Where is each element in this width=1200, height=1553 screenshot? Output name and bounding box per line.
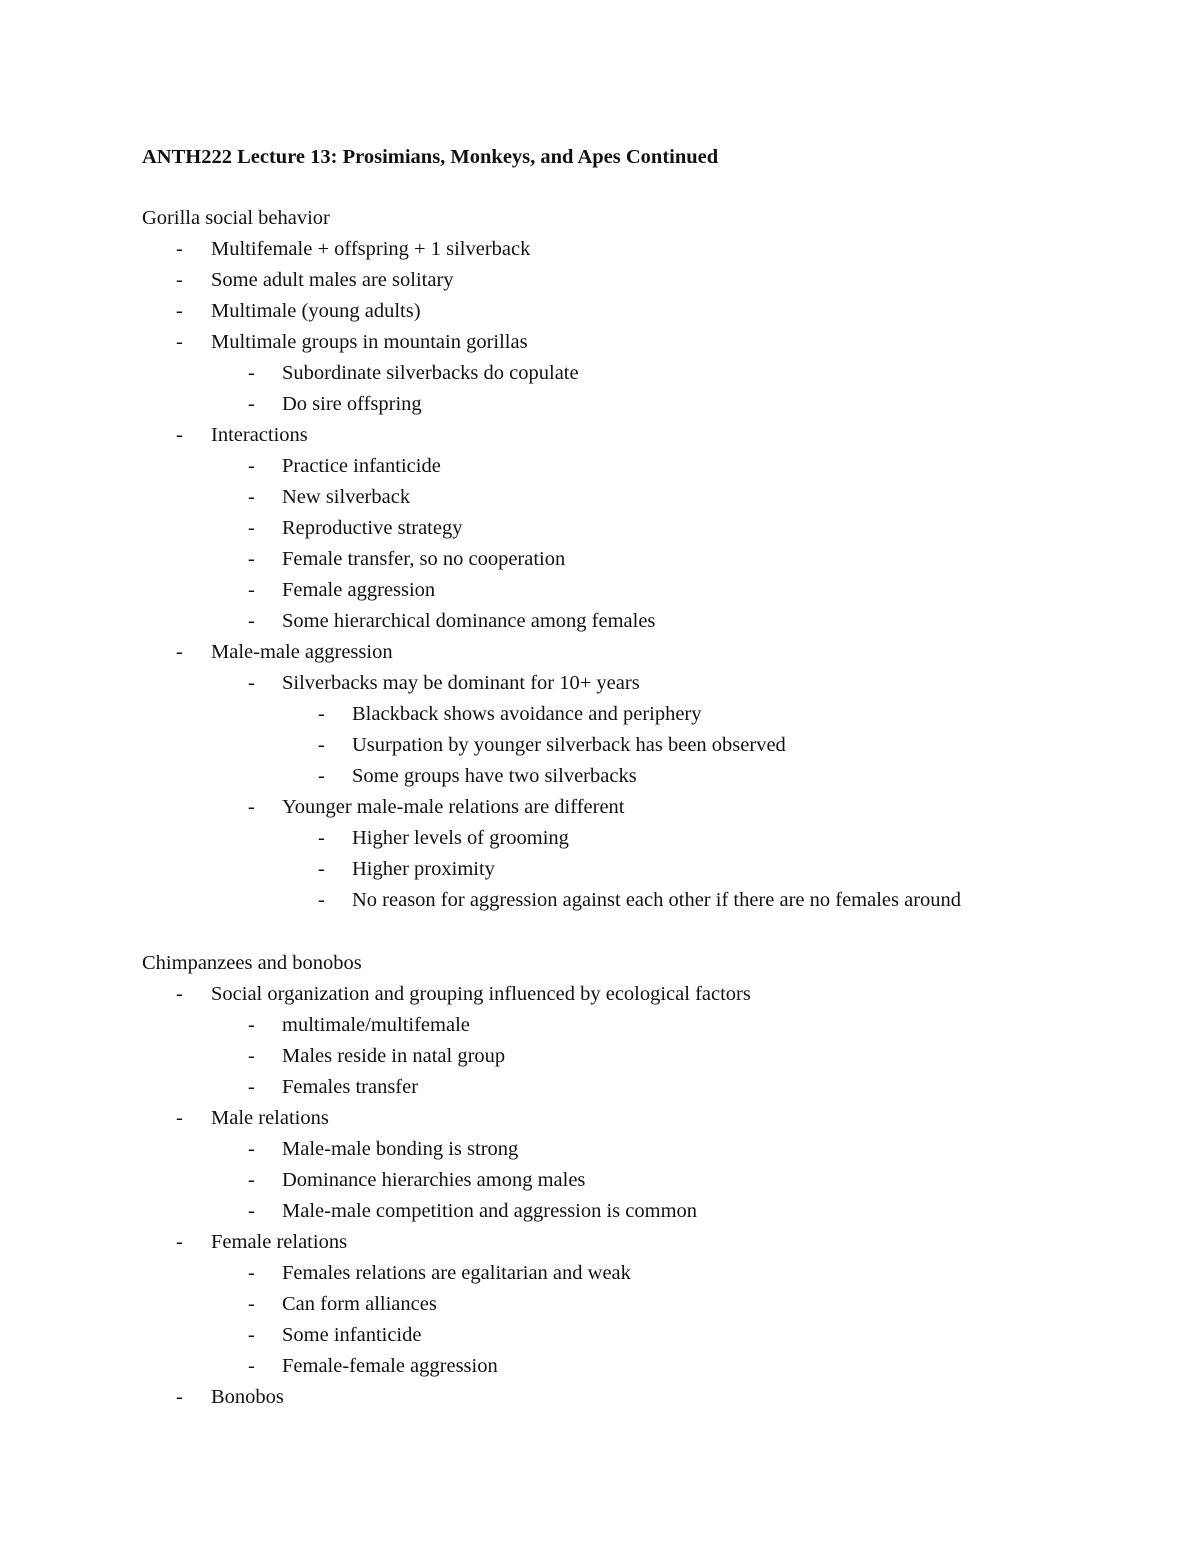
bullet-dash: - [176,424,183,446]
document-title: ANTH222 Lecture 13: Prosimians, Monkeys, and Apes Continued [142,146,719,168]
bullet-dash: - [248,1045,255,1067]
bullet-dash: - [176,300,183,322]
bullet-dash: - [248,1355,255,1377]
list-item-text: Reproductive strategy [282,517,463,539]
list-item-text: Multimale groups in mountain gorillas [211,331,528,353]
bullet-dash: - [176,1231,183,1253]
bullet-dash: - [248,455,255,477]
list-item-text: Social organization and grouping influenced by ecological factors [211,983,751,1005]
list-item-text: Males reside in natal group [282,1045,506,1067]
bullet-dash: - [248,548,255,570]
bullet-dash: - [176,238,183,260]
list-item-text: Interactions [211,424,308,446]
bullet-dash: - [176,641,183,663]
list-item-text: Male relations [211,1107,329,1129]
list-item-text: Females transfer [282,1076,419,1098]
list-item-text: Some infanticide [282,1324,422,1346]
bullet-dash: - [318,827,325,849]
list-item-text: Females relations are egalitarian and weak [282,1262,631,1284]
list-item-text: Some groups have two silverbacks [352,765,637,787]
list-item-text: Do sire offspring [282,393,422,415]
bullet-dash: - [248,1169,255,1191]
list-item-text: Multifemale + offspring + 1 silverback [211,238,531,260]
list-item-text: multimale/multifemale [282,1014,470,1036]
bullet-dash: - [248,486,255,508]
list-item-text: Practice infanticide [282,455,441,477]
bullet-dash: - [176,269,183,291]
bullet-dash: - [318,858,325,880]
list-item-text: Silverbacks may be dominant for 10+ years [282,672,640,694]
list-item-text: Female aggression [282,579,436,601]
list-item-text: New silverback [282,486,411,508]
bullet-dash: - [248,579,255,601]
list-item-text: Subordinate silverbacks do copulate [282,362,579,384]
bullet-dash: - [248,362,255,384]
list-item-text: Female transfer, so no cooperation [282,548,566,570]
bullet-dash: - [176,331,183,353]
list-item-text: Younger male-male relations are different [282,796,625,818]
list-item-text: Male-male competition and aggression is common [282,1200,698,1222]
bullet-dash: - [176,1386,183,1408]
list-item-text: Multimale (young adults) [211,300,421,322]
bullet-dash: - [248,517,255,539]
section-heading-gorilla: Gorilla social behavior [142,207,330,229]
bullet-dash: - [318,734,325,756]
list-item-text: Blackback shows avoidance and periphery [352,703,702,725]
list-item-text: Dominance hierarchies among males [282,1169,586,1191]
list-item-text: Male-male bonding is strong [282,1138,519,1160]
section-heading-chimpanzees: Chimpanzees and bonobos [142,952,362,974]
list-item-text: Male-male aggression [211,641,393,663]
bullet-dash: - [248,610,255,632]
list-item-text: Usurpation by younger silverback has been observed [352,734,786,756]
list-item-text: Some hierarchical dominance among females [282,610,656,632]
bullet-dash: - [248,1324,255,1346]
list-item-text: No reason for aggression against each other if there are no females around [352,889,962,911]
bullet-dash: - [318,703,325,725]
bullet-dash: - [318,889,325,911]
bullet-dash: - [248,672,255,694]
bullet-dash: - [248,393,255,415]
bullet-dash: - [248,1293,255,1315]
list-item-text: Higher proximity [352,858,495,880]
bullet-dash: - [248,1262,255,1284]
bullet-dash: - [248,1200,255,1222]
list-item-text: Female relations [211,1231,348,1253]
list-item-text: Bonobos [211,1386,284,1408]
bullet-dash: - [248,796,255,818]
list-item-text: Can form alliances [282,1293,437,1315]
bullet-dash: - [176,983,183,1005]
bullet-dash: - [318,765,325,787]
list-item-text: Some adult males are solitary [211,269,454,291]
bullet-dash: - [248,1138,255,1160]
bullet-dash: - [248,1076,255,1098]
list-item-text: Female-female aggression [282,1355,498,1377]
list-item-text: Higher levels of grooming [352,827,569,849]
bullet-dash: - [176,1107,183,1129]
bullet-dash: - [248,1014,255,1036]
